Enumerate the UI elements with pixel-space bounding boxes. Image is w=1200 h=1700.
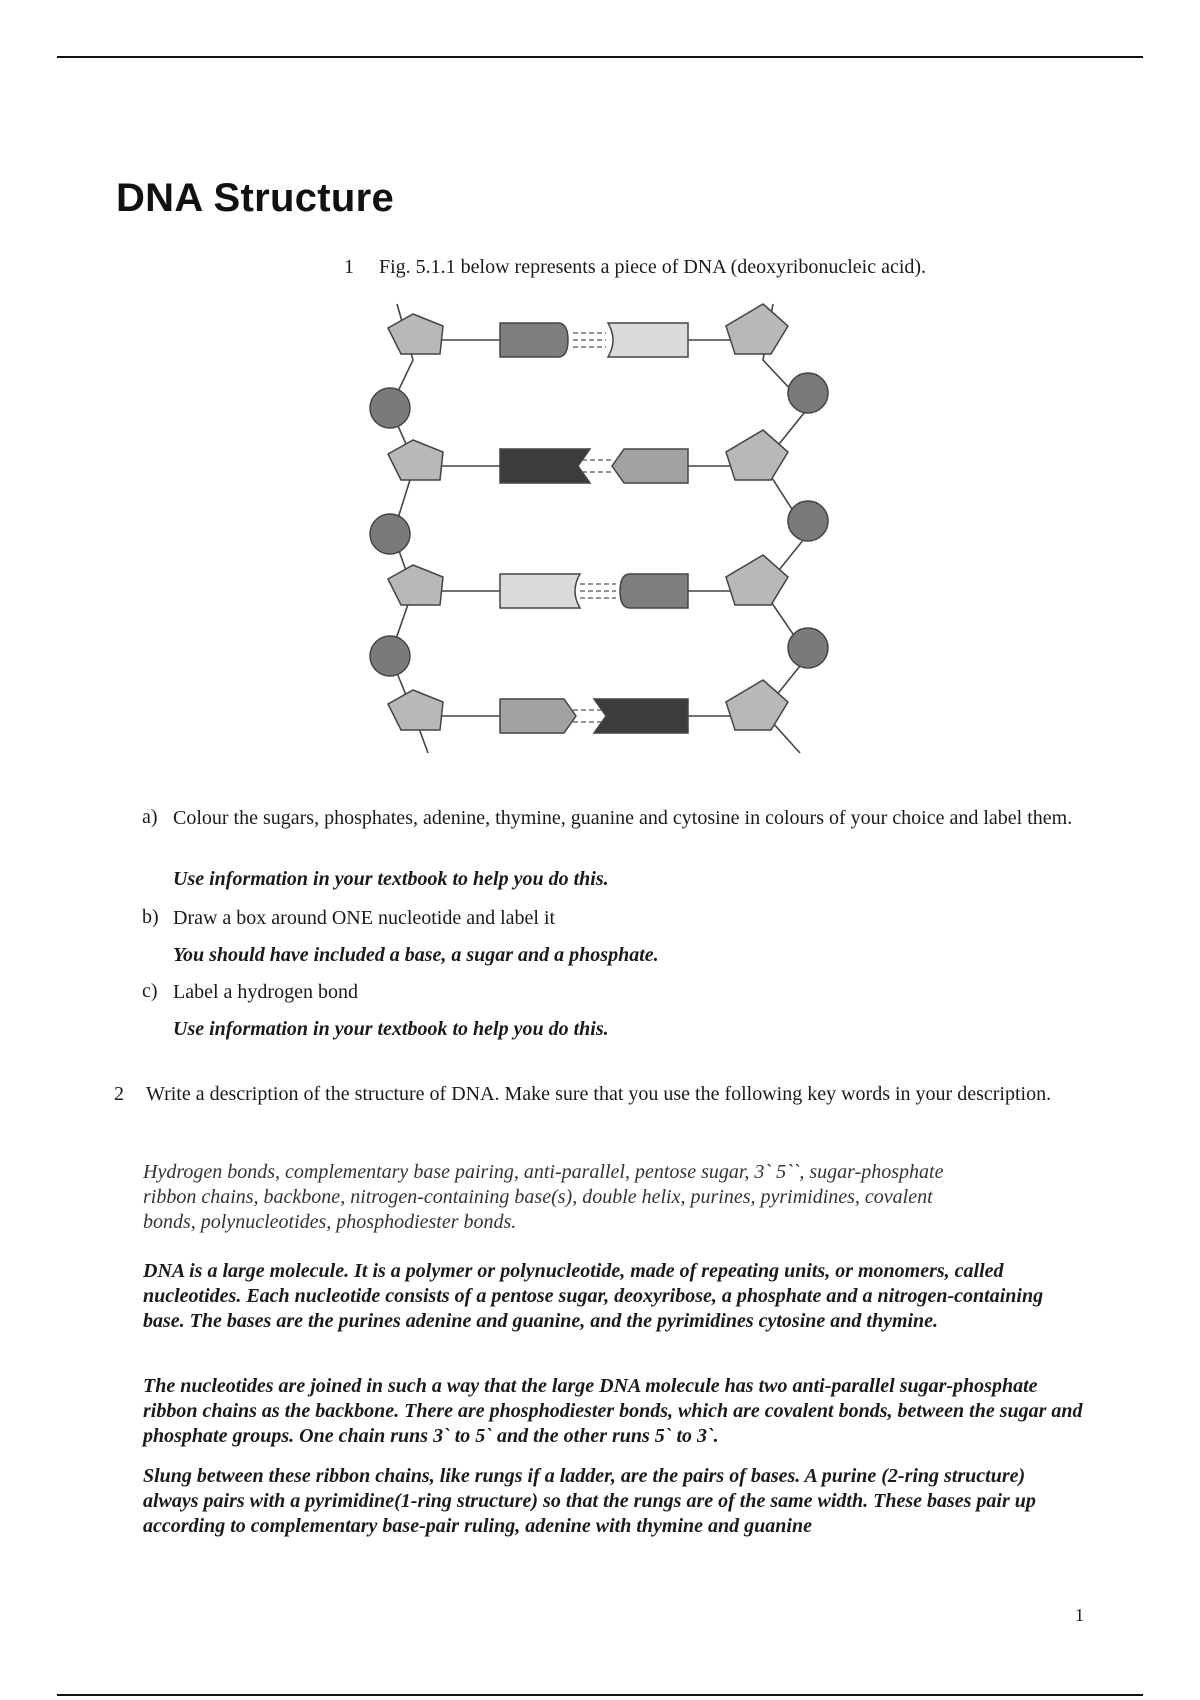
phosphate-circle <box>788 373 828 413</box>
part-c-answer: Use information in your textbook to help you do this. <box>173 1018 609 1040</box>
part-a <box>142 806 1082 831</box>
phosphate-circle <box>370 636 410 676</box>
phosphate-circle <box>370 514 410 554</box>
phosphate-circle <box>788 628 828 668</box>
dna-figure <box>368 298 838 758</box>
base-cytosine-row2 <box>612 449 688 483</box>
part-b-text: Draw a box around ONE nucleotide and label it <box>173 907 556 929</box>
part-b <box>142 906 1082 931</box>
base-guanine-row4 <box>594 699 688 733</box>
question-1-text: Fig. 5.1.1 below represents a piece of DNA (deoxyribonucleic acid). <box>379 256 927 278</box>
part-b-answer: You should have included a base, a sugar and a phosphate. <box>173 944 659 966</box>
question-1 <box>344 256 926 279</box>
part-c-text: Label a hydrogen bond <box>173 981 358 1003</box>
bottom-rule <box>57 1694 1143 1696</box>
part-a-answer: Use information in your textbook to help you do this. <box>173 868 609 890</box>
base-guanine-row2 <box>500 449 590 483</box>
sugar-pentagon <box>726 304 788 354</box>
phosphate-circle <box>788 501 828 541</box>
answer-paragraph-2: The nucleotides are joined in such a way that the large DNA molecule has two anti-parallel sugar-phosphate ribbon chains as the backbone. There are phosphodiester bonds, which are covalent bonds, between the sugar and phosphate groups. One chain runs 3` to 5` and the other runs 5` to 3`. <box>143 1375 1083 1447</box>
top-rule <box>57 56 1143 58</box>
base-thymine-row1 <box>608 323 688 357</box>
part-b-letter: b) <box>142 906 159 928</box>
answer-paragraph-1: DNA is a large molecule. It is a polymer or polynucleotide, made of repeating units, or monomers, called nucleotides. Each nucleotide consists of a pentose sugar, deoxyribose, a phosphate and a nitrogen-containing base. The bases are the purines adenine and guanine, and the pyrimidines cytosine and thymine. <box>143 1260 1044 1332</box>
part-a-letter: a) <box>142 806 158 828</box>
part-c-letter: c) <box>142 980 158 1002</box>
phosphate-circle <box>370 388 410 428</box>
page-title: DNA Structure <box>116 176 395 220</box>
sugar-pentagon <box>726 555 788 605</box>
question-2 <box>114 1082 1074 1107</box>
sugar-pentagon <box>726 430 788 480</box>
base-adenine-row1 <box>500 323 568 357</box>
question-1-number: 1 <box>344 256 354 278</box>
sugar-pentagon <box>388 690 443 730</box>
base-thymine-row3 <box>500 574 580 608</box>
base-adenine-row3 <box>620 574 688 608</box>
page-number: 1 <box>1075 1605 1084 1625</box>
part-c <box>142 980 1082 1005</box>
base-cytosine-row4 <box>500 699 576 733</box>
sugar-pentagon <box>726 680 788 730</box>
sugar-pentagon <box>388 314 443 354</box>
part-a-text: Colour the sugars, phosphates, adenine, thymine, guanine and cytosine in colours of your choice and label them. <box>173 807 1073 829</box>
sugar-pentagon <box>388 565 443 605</box>
question-2-number: 2 <box>114 1083 124 1105</box>
answer-paragraph-3: Slung between these ribbon chains, like rungs if a ladder, are the pairs of bases. A purine (2-ring structure) always pairs with a pyrimidine(1-ring structure) so that the rungs are of the same width. These bases pair up according to complementary base-pair ruling, adenine with thymine and guanine <box>143 1465 1036 1537</box>
sugar-pentagon <box>388 440 443 480</box>
key-words: Hydrogen bonds, complementary base pairing, anti-parallel, pentose sugar, 3` 5``, sugar-phosphate ribbon chains, backbone, nitrogen-containing base(s), double helix, purines, pyrimidines, covalent bonds, polynucleotides, phosphodiester bonds. <box>143 1161 944 1233</box>
question-2-text: Write a description of the structure of DNA. Make sure that you use the following key words in your description. <box>146 1083 1052 1105</box>
